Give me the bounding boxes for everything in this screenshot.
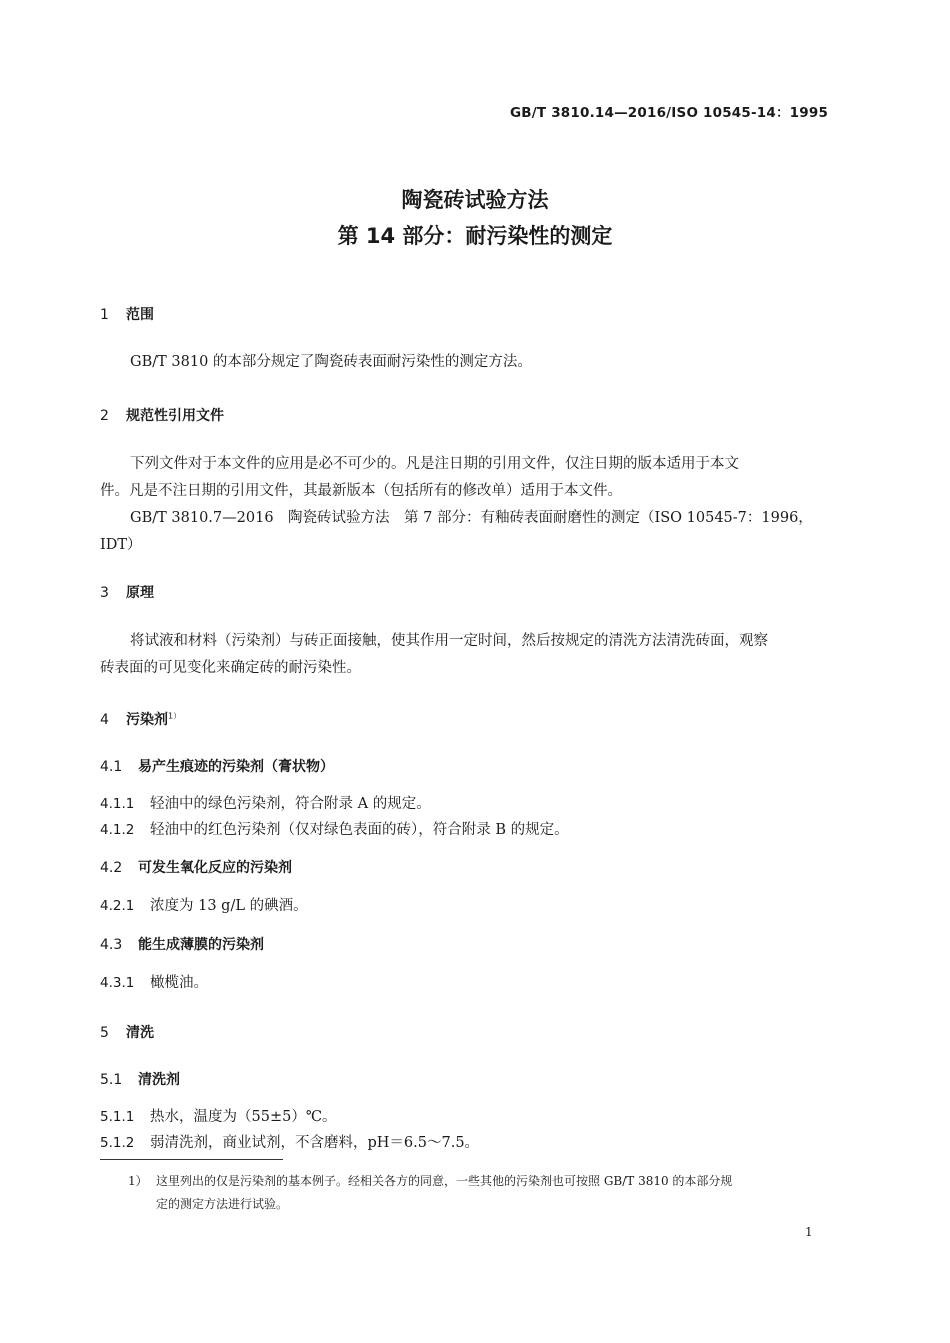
page-number: 1 — [805, 1225, 813, 1239]
subsection-4-3-heading — [100, 934, 264, 954]
clause-number: 4.2.1 — [100, 898, 135, 914]
clause-4-1-2 — [100, 818, 569, 839]
footnote-marker: 1） — [128, 1174, 148, 1188]
clause-text: 弱清洗剂，商业试剂，不含磨料，pH＝6.5～7.5。 — [150, 1135, 480, 1151]
clause-5-1-2 — [100, 1131, 479, 1152]
section-2-para2-line2: IDT） — [100, 537, 142, 553]
subsection-title: 易产生痕迹的污染剂（膏状物） — [138, 759, 334, 775]
page-title-line1: 陶瓷砖试验方法 — [401, 188, 549, 212]
clause-4-3-1 — [100, 971, 208, 992]
section-3-line1: 将试液和材料（污染剂）与砖正面接触，使其作用一定时间，然后按规定的清洗方法清洗砖面，观察 — [130, 633, 768, 649]
subsection-title: 能生成薄膜的污染剂 — [138, 937, 264, 953]
section-1-text: GB/T 3810 的本部分规定了陶瓷砖表面耐污染性的测定方法。 — [130, 354, 532, 370]
subsection-number: 5.1 — [100, 1072, 123, 1088]
section-4-heading — [100, 709, 181, 729]
subsection-5-1-heading — [100, 1069, 180, 1089]
clause-number: 5.1.1 — [100, 1109, 135, 1125]
subsection-number: 4.2 — [100, 860, 123, 876]
section-title: 清洗 — [126, 1025, 154, 1041]
subsection-title: 可发生氧化反应的污染剂 — [138, 860, 292, 876]
section-title: 污染剂 — [126, 712, 168, 728]
section-2-para1-line2: 件。凡是不注日期的引用文件，其最新版本（包括所有的修改单）适用于本文件。 — [100, 483, 622, 499]
clause-text: 橄榄油。 — [150, 975, 208, 991]
section-2-para1-line1: 下列文件对于本文件的应用是必不可少的。凡是注日期的引用文件，仅注日期的版本适用于本文 — [130, 456, 739, 472]
subsection-number: 4.1 — [100, 759, 123, 775]
subsection-number: 4.3 — [100, 937, 123, 953]
clause-number: 4.3.1 — [100, 975, 135, 991]
section-title: 原理 — [126, 585, 154, 601]
section-number: 2 — [100, 408, 109, 424]
page-title-line2: 第 14 部分：耐污染性的测定 — [337, 224, 613, 248]
clause-number: 4.1.2 — [100, 822, 135, 838]
clause-text: 热水，温度为（55±5）℃。 — [150, 1109, 337, 1125]
footnote-line1: 这里列出的仅是污染剂的基本例子。经相关各方的同意，一些其他的污染剂也可按照 GB/T 3810 的本部分规 — [156, 1174, 733, 1188]
clause-4-2-1 — [100, 894, 308, 915]
clause-4-1-1 — [100, 792, 431, 813]
section-title: 规范性引用文件 — [126, 408, 224, 424]
footnote-divider — [100, 1159, 283, 1160]
clause-text: 轻油中的红色污染剂（仅对绿色表面的砖），符合附录 B 的规定。 — [150, 822, 569, 838]
clause-text: 浓度为 13 g/L 的碘酒。 — [150, 898, 308, 914]
footnote-ref[interactable]: 1） — [168, 711, 182, 721]
section-number: 5 — [100, 1025, 109, 1041]
clause-5-1-1 — [100, 1105, 337, 1126]
clause-text: 轻油中的绿色污染剂，符合附录 A 的规定。 — [150, 796, 431, 812]
clause-number: 5.1.2 — [100, 1135, 135, 1151]
section-2-para2-line1: GB/T 3810.7—2016 陶瓷砖试验方法 第 7 部分：有釉砖表面耐磨性的测定（ISO 10545-7：1996， — [130, 510, 813, 526]
section-5-heading — [100, 1022, 154, 1042]
subsection-title: 清洗剂 — [138, 1072, 180, 1088]
section-number: 1 — [100, 307, 109, 323]
section-3-line2: 砖表面的可见变化来确定砖的耐污染性。 — [100, 660, 361, 676]
section-2-heading — [100, 405, 224, 425]
section-title: 范围 — [126, 307, 154, 323]
clause-number: 4.1.1 — [100, 796, 135, 812]
section-number: 4 — [100, 712, 109, 728]
section-1-heading — [100, 304, 154, 324]
subsection-4-1-heading — [100, 756, 334, 776]
subsection-4-2-heading — [100, 857, 292, 877]
footnote-line2: 定的测定方法进行试验。 — [156, 1197, 289, 1211]
section-number: 3 — [100, 585, 109, 601]
section-3-heading — [100, 582, 154, 602]
standard-number: GB/T 3810.14—2016/ISO 10545-14：1995 — [510, 105, 829, 121]
